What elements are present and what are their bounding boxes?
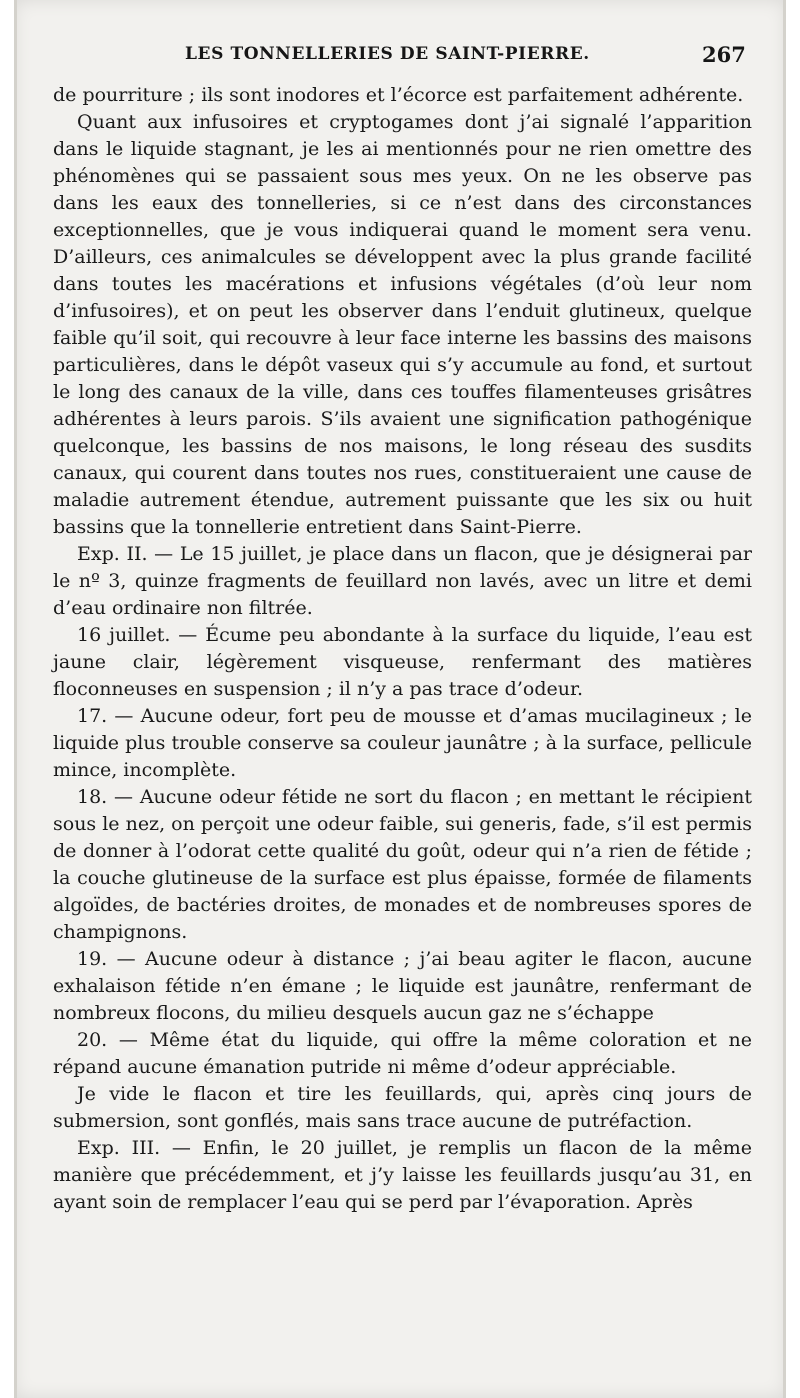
- paragraph-july-19: 19. — Aucune odeur à distance ; j’ai beau agiter le flacon, aucune exhalaison fétide n’en émane ; le liquide est jaunâtre, renfermant de nombreux flocons, du milieu desquels aucun gaz ne s’échappe: [53, 948, 752, 1024]
- page-number: 267: [702, 42, 746, 67]
- paragraph-experiment-3: Exp. III. — Enfin, le 20 juillet, je remplis un flacon de la même manière que précédemment, et j’y laisse les feuillards jusqu’au 31, en ayant soin de remplacer l’eau qui se perd par l’évaporation. Après: [53, 1137, 752, 1213]
- paragraph-july-16: 16 juillet. — Écume peu abondante à la surface du liquide, l’eau est jaune clair, légèrement visqueuse, renfermant des matières floconneuses en suspension ; il n’y a pas trace d’odeur.: [53, 624, 752, 700]
- paragraph-july-18: 18. — Aucune odeur fétide ne sort du flacon ; en mettant le récipient sous le nez, on perçoit une odeur faible, sui generis, fade, s’il est permis de donner à l’odorat cette qualité du goût, odeur qui n’a rien de fétide ; la couche glutineuse de la surface est plus épaisse, formée de filaments algoïdes, de bactéries droites, de monades et de nombreuses spores de champignons.: [53, 786, 752, 943]
- page-edge-left: [14, 0, 17, 1398]
- running-head: LES TONNELLERIES DE SAINT-PIERRE.: [185, 44, 590, 64]
- page-body: [53, 82, 752, 1216]
- paragraph-flacon-emptied: Je vide le flacon et tire les feuillards, qui, après cinq jours de submersion, sont gonflés, mais sans trace aucune de putréfaction.: [53, 1083, 752, 1132]
- paragraph-july-17: 17. — Aucune odeur, fort peu de mousse et d’amas mucilagineux ; le liquide plus trouble conserve sa couleur jaunâtre ; à la surface, pellicule mince, incomplète.: [53, 705, 752, 781]
- paragraph-experiment-2: Exp. II. — Le 15 juillet, je place dans un flacon, que je désignerai par le nº 3, quinze fragments de feuillard non lavés, avec un litre et demi d’eau ordinaire non filtrée.: [53, 543, 752, 619]
- paragraph-infusoires: Quant aux infusoires et cryptogames dont j’ai signalé l’apparition dans le liquide stagnant, je les ai mentionnés pour ne rien omettre des phénomènes qui se passaient sous mes yeux. On ne les observe pas dans les eaux des tonnelleries, si ce n’est dans des circonstances exceptionnelles, que je vous indiquerai quand le moment sera venu. D’ailleurs, ces animalcules se développent avec la plus grande facilité dans toutes les macérations et infusions végétales (d’où leur nom d’infusoires), et on peut les observer dans l’enduit glutineux, quelque faible qu’il soit, qui recouvre à leur face interne les bassins des maisons particulières, dans le dépôt vaseux qui s’y accumule au fond, et surtout le long des canaux de la ville, dans ces touffes filamenteuses grisâtres adhérentes à leurs parois. S’ils avaient une signification pathogénique quelconque, les bassins de nos maisons, le long réseau des susdits canaux, qui courent dans toutes nos rues, constitueraient une cause de maladie autrement étendue, autrement puissante que les six ou huit bassins que la tonnellerie entretient dans Saint-Pierre.: [53, 111, 752, 538]
- paragraph-july-20: 20. — Même état du liquide, qui offre la même coloration et ne répand aucune émanation putride ni même d’odeur appréciable.: [53, 1029, 752, 1078]
- page-header: [0, 42, 800, 68]
- paragraph-continuation: de pourriture ; ils sont inodores et l’écorce est parfaitement adhérente.: [53, 84, 744, 106]
- page-edge-right: [783, 0, 786, 1398]
